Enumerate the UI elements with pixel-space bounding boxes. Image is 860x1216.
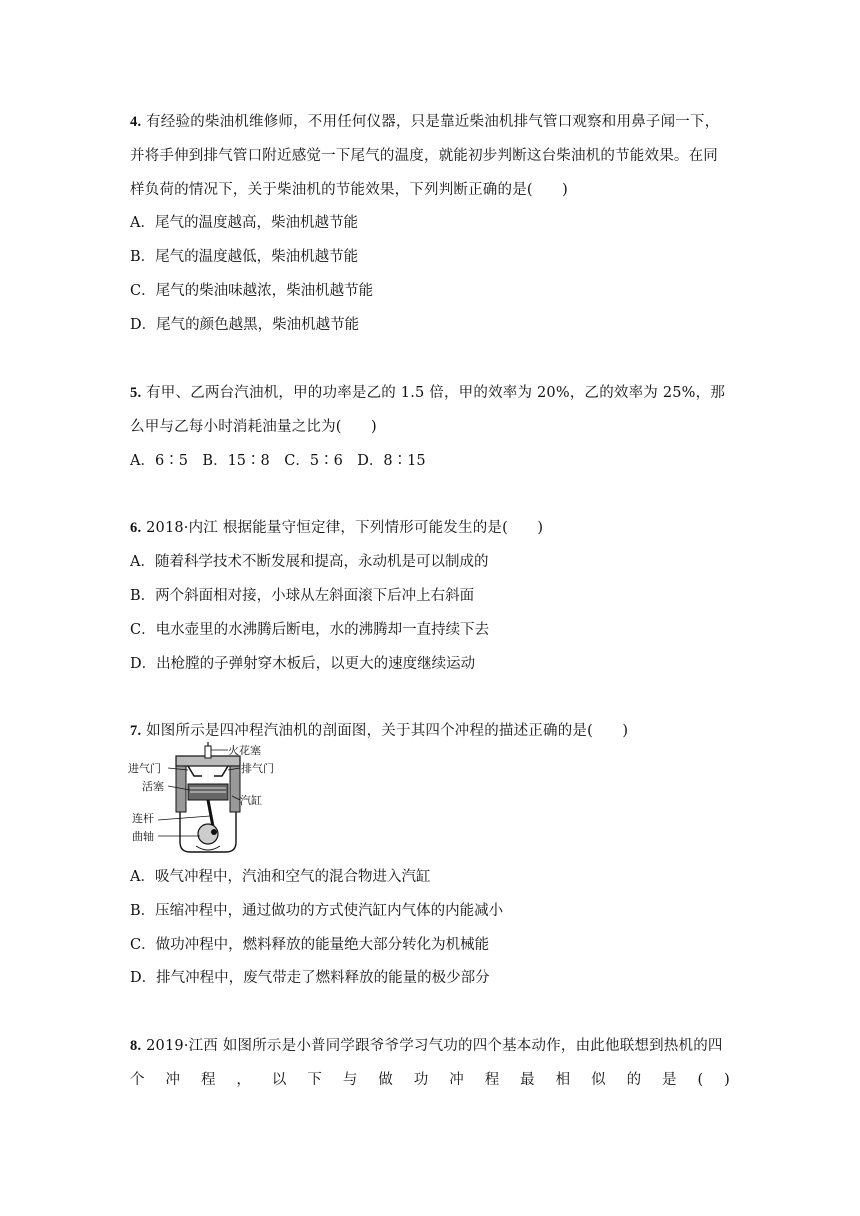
q4-stem-line-2: 并将手伸到排气管口附近感觉一下尾气的温度，就能初步判断这台柴油机的节能效果。在同 [130, 148, 718, 164]
q8-char: 功 [413, 1072, 429, 1088]
q5-stem-line-1 [130, 383, 725, 403]
q8-char: 相 [555, 1072, 571, 1088]
q4-option-c: C．尾气的柴油味越浓，柴油机越节能 [130, 283, 374, 299]
q8-char: 做 [378, 1072, 393, 1088]
label-cylinder: 汽缸 [240, 794, 262, 807]
q6-option-c: C．电水壶里的水沸腾后断电，水的沸腾却一直持续下去 [130, 622, 490, 638]
q8-char: ( [697, 1072, 704, 1088]
q8-char: 的 [626, 1072, 642, 1088]
q4-stem-line-3: 样负荷的情况下，关于柴油机的节能效果，下列判断正确的是( ) [130, 182, 569, 198]
label-connecting-rod: 连杆 [132, 812, 154, 825]
q8-char: 程 [484, 1072, 500, 1088]
q7-option-d: D．排气冲程中，废气带走了燃料释放的能量的极少部分 [130, 970, 490, 986]
q8-char: ) [724, 1072, 730, 1088]
q8-text-1: 2019·江西 如图所示是小普同学跟爷爷学习气功的四个基本动作，由此他联想到热机的四 [146, 1038, 723, 1054]
q8-char: 个 [130, 1072, 145, 1088]
q8-stem-line-2 [130, 1070, 730, 1090]
intake-valve-shape [188, 766, 202, 776]
q5-options: A．6∶5 B．15∶8 C．5∶6 D．8∶15 [130, 453, 426, 469]
q4-option-a: A．尾气的温度越高，柴油机越节能 [130, 215, 358, 231]
q6-option-d: D．出枪膛的子弹射穿木板后，以更大的速度继续运动 [130, 656, 476, 672]
label-exhaust-valve: 排气门 [241, 762, 274, 775]
spark-plug-shape [205, 746, 211, 758]
q6-option-a: A．随着科学技术不断发展和提高，永动机是可以制成的 [130, 554, 489, 570]
q4-text-1: 有经验的柴油机维修师，不用任何仪器，只是靠近柴油机排气管口观察和用鼻子闻一下， [146, 114, 720, 130]
label-intake-valve: 进气门 [128, 762, 161, 775]
q4-option-b: B．尾气的温度越低，柴油机越节能 [130, 249, 359, 265]
q6-number: 6. [130, 520, 142, 536]
label-crankshaft: 曲轴 [132, 830, 154, 843]
label-piston: 活塞 [142, 780, 164, 793]
q7-stem-line-1 [130, 721, 628, 741]
engine-diagram [128, 742, 288, 856]
q8-char: ， [236, 1072, 251, 1088]
engine-cross-section-figure [128, 742, 288, 856]
q8-char: 冲 [165, 1072, 180, 1088]
q8-stem-line-1 [130, 1036, 723, 1056]
cylinder-wall-right [230, 766, 240, 812]
q4-option-d: D．尾气的颜色越黑，柴油机越节能 [130, 317, 360, 333]
q6-option-b: B．两个斜面相对接，小球从左斜面滚下后冲上右斜面 [130, 588, 475, 604]
q4-number: 4. [130, 114, 142, 130]
q6-stem-line-1 [130, 518, 543, 538]
q8-char: 程 [200, 1072, 216, 1088]
exhaust-valve-shape [214, 766, 228, 776]
q5-number: 5. [130, 385, 142, 401]
q8-char: 似 [591, 1072, 606, 1088]
q7-option-b: B．压缩冲程中，通过做功的方式使汽缸内气体的内能减小 [130, 903, 504, 919]
q7-option-a: A．吸气冲程中，汽油和空气的混合物进入汽缸 [130, 869, 431, 885]
q8-char: 以 [271, 1072, 287, 1088]
q8-number: 8. [130, 1038, 142, 1054]
q4-stem-line-1 [130, 112, 719, 132]
q7-option-c: C．做功冲程中，燃料释放的能量绝大部分转化为机械能 [130, 937, 490, 953]
q7-text-1: 如图所示是四冲程汽油机的剖面图，关于其四个冲程的描述正确的是( ) [146, 723, 629, 739]
q8-char: 下 [307, 1072, 322, 1088]
q8-char: 与 [342, 1072, 358, 1088]
q5-stem-line-2: 么甲与乙每小时消耗油量之比为( ) [130, 419, 377, 435]
q6-text-1: 2018·内江 根据能量守恒定律，下列情形可能发生的是( ) [146, 520, 544, 536]
q8-char: 是 [662, 1072, 677, 1088]
q5-text-1: 有甲、乙两台汽油机，甲的功率是乙的 1.5 倍，甲的效率为 20%，乙的效率为 25%，那 [146, 385, 726, 401]
label-spark-plug: 火花塞 [228, 744, 261, 757]
q8-char: 最 [520, 1072, 535, 1088]
q8-char: 冲 [449, 1072, 464, 1088]
q7-number: 7. [130, 723, 142, 739]
